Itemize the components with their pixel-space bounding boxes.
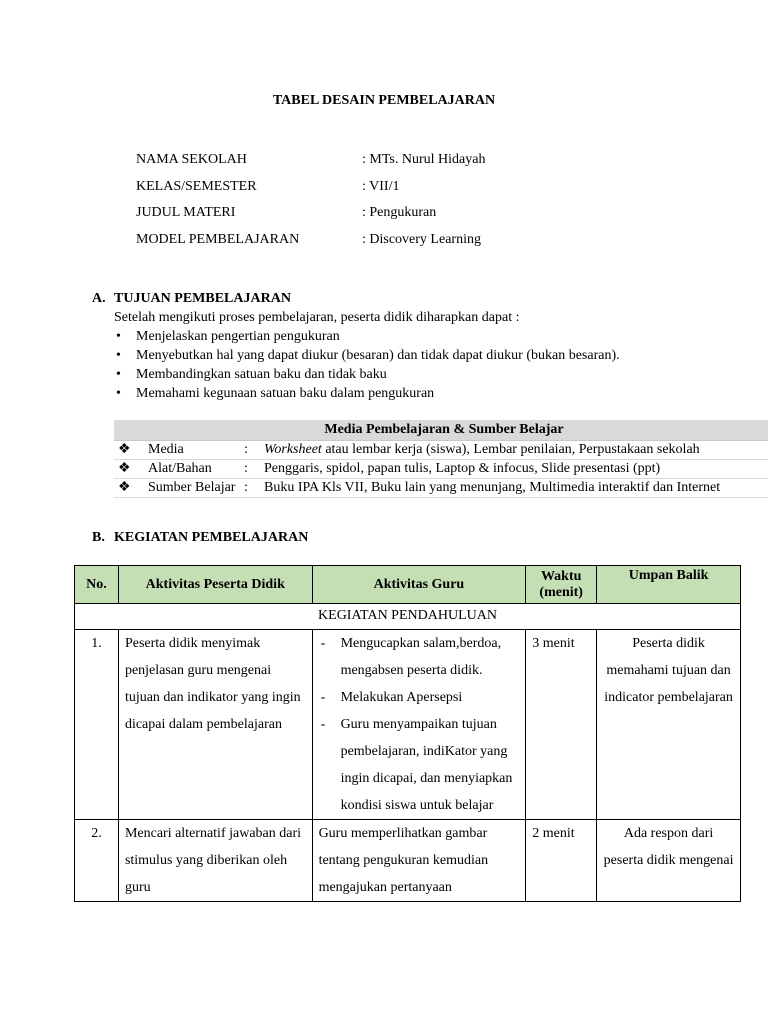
info-label: MODEL PEMBELAJARAN xyxy=(136,231,300,247)
info-label: JUDUL MATERI xyxy=(136,205,236,220)
section-letter: B. xyxy=(92,530,105,545)
school-info-block xyxy=(136,152,485,258)
header-time: Waktu (menit) xyxy=(526,566,597,604)
document-title: TABEL DESAIN PEMBELAJARAN xyxy=(272,93,496,108)
section-a-heading xyxy=(92,291,291,307)
info-value: : VII/1 xyxy=(362,178,400,194)
media-value xyxy=(260,441,768,460)
info-value: : Pengukuran xyxy=(362,205,437,220)
list-item: • Membandingkan satuan baku dan tidak baku xyxy=(114,367,620,386)
diamond-bullet-icon: ❖ xyxy=(114,479,144,498)
diamond-bullet-icon: ❖ xyxy=(114,441,144,460)
list-item: - Melakukan Apersepsi xyxy=(319,684,520,711)
colon: : xyxy=(240,460,260,479)
media-value: Buku IPA Kls VII, Buku lain yang menunjang, Multimedia interaktif dan Internet xyxy=(260,479,768,498)
list-item: - Mengucapkan salam,berdoa, mengabsen peserta didik. xyxy=(319,630,520,684)
media-heading: Media Pembelajaran & Sumber Belajar xyxy=(114,420,768,441)
time-cell: 3 menit xyxy=(526,630,597,820)
table-row xyxy=(114,479,768,498)
diamond-bullet-icon: ❖ xyxy=(114,460,144,479)
list-item: • Menjelaskan pengertian pengukuran xyxy=(114,329,620,348)
colon: : xyxy=(240,479,260,498)
list-item: - Guru menyampaikan tujuan pembelajaran, indiKator yang ingin dicapai, dan menyiapkan kondisi siswa untuk belajar xyxy=(319,711,520,819)
header-no: No. xyxy=(75,566,119,604)
info-value: : Discovery Learning xyxy=(362,231,481,247)
info-label: KELAS/SEMESTER xyxy=(136,178,257,194)
section-title: KEGIATAN PEMBELAJARAN xyxy=(114,530,309,545)
teacher-activity-list xyxy=(319,630,520,819)
student-activity-cell: Peserta didik menyimak penjelasan guru mengenai tujuan dan indikator yang ingin dicapai dalam pembelajaran xyxy=(118,630,312,820)
media-table xyxy=(114,420,768,498)
media-label: Media xyxy=(144,441,240,460)
info-row-school xyxy=(136,152,485,179)
section-letter: A. xyxy=(92,291,106,306)
table-row xyxy=(114,460,768,479)
list-item: • Menyebutkan hal yang dapat diukur (besaran) dan tidak dapat diukur (bukan besaran). xyxy=(114,348,620,367)
media-table-header xyxy=(114,420,768,441)
media-value: Penggaris, spidol, papan tulis, Laptop & infocus, Slide presentasi (ppt) xyxy=(260,460,768,479)
objectives-intro: Setelah mengikuti proses pembelajaran, peserta didik diharapkan dapat : xyxy=(114,310,520,325)
header-student-activity: Aktivitas Peserta Didik xyxy=(118,566,312,604)
row-number: 1. xyxy=(75,630,119,820)
feedback-cell: Ada respon dari peserta didik mengenai xyxy=(597,820,741,902)
table-row xyxy=(75,820,741,902)
section-b-heading xyxy=(92,530,308,546)
info-row-topic xyxy=(136,205,485,232)
table-row xyxy=(114,441,768,460)
table-subheading-row xyxy=(75,604,741,630)
table-header-row xyxy=(75,566,741,604)
time-cell: 2 menit xyxy=(526,820,597,902)
info-row-model xyxy=(136,232,485,259)
teacher-activity-cell xyxy=(312,630,526,820)
media-value-text: atau lembar kerja (siswa), Lembar penilaian, Perpustakaan sekolah xyxy=(321,442,700,457)
student-activity-cell: Mencari alternatif jawaban dari stimulus yang diberikan oleh guru xyxy=(118,820,312,902)
section-title: TUJUAN PEMBELAJARAN xyxy=(114,291,291,306)
list-item: • Memahami kegunaan satuan baku dalam pengukuran xyxy=(114,386,620,405)
italic-term: Worksheet xyxy=(264,442,322,457)
info-row-class xyxy=(136,179,485,206)
phase-subheading: KEGIATAN PENDAHULUAN xyxy=(75,604,741,630)
info-label: NAMA SEKOLAH xyxy=(136,152,247,167)
header-teacher-activity: Aktivitas Guru xyxy=(312,566,526,604)
colon: : xyxy=(240,441,260,460)
feedback-cell: Peserta didik memahami tujuan dan indicator pembelajaran xyxy=(597,630,741,820)
media-label: Sumber Belajar xyxy=(144,479,240,498)
objectives-list xyxy=(114,329,620,405)
row-number: 2. xyxy=(75,820,119,902)
header-feedback: Umpan Balik xyxy=(597,566,741,604)
table-row xyxy=(75,630,741,820)
activities-table xyxy=(74,565,741,902)
info-value: : MTs. Nurul Hidayah xyxy=(362,152,486,167)
media-label: Alat/Bahan xyxy=(144,460,240,479)
teacher-activity-cell: Guru memperlihatkan gambar tentang pengukuran kemudian mengajukan pertanyaan xyxy=(312,820,526,902)
